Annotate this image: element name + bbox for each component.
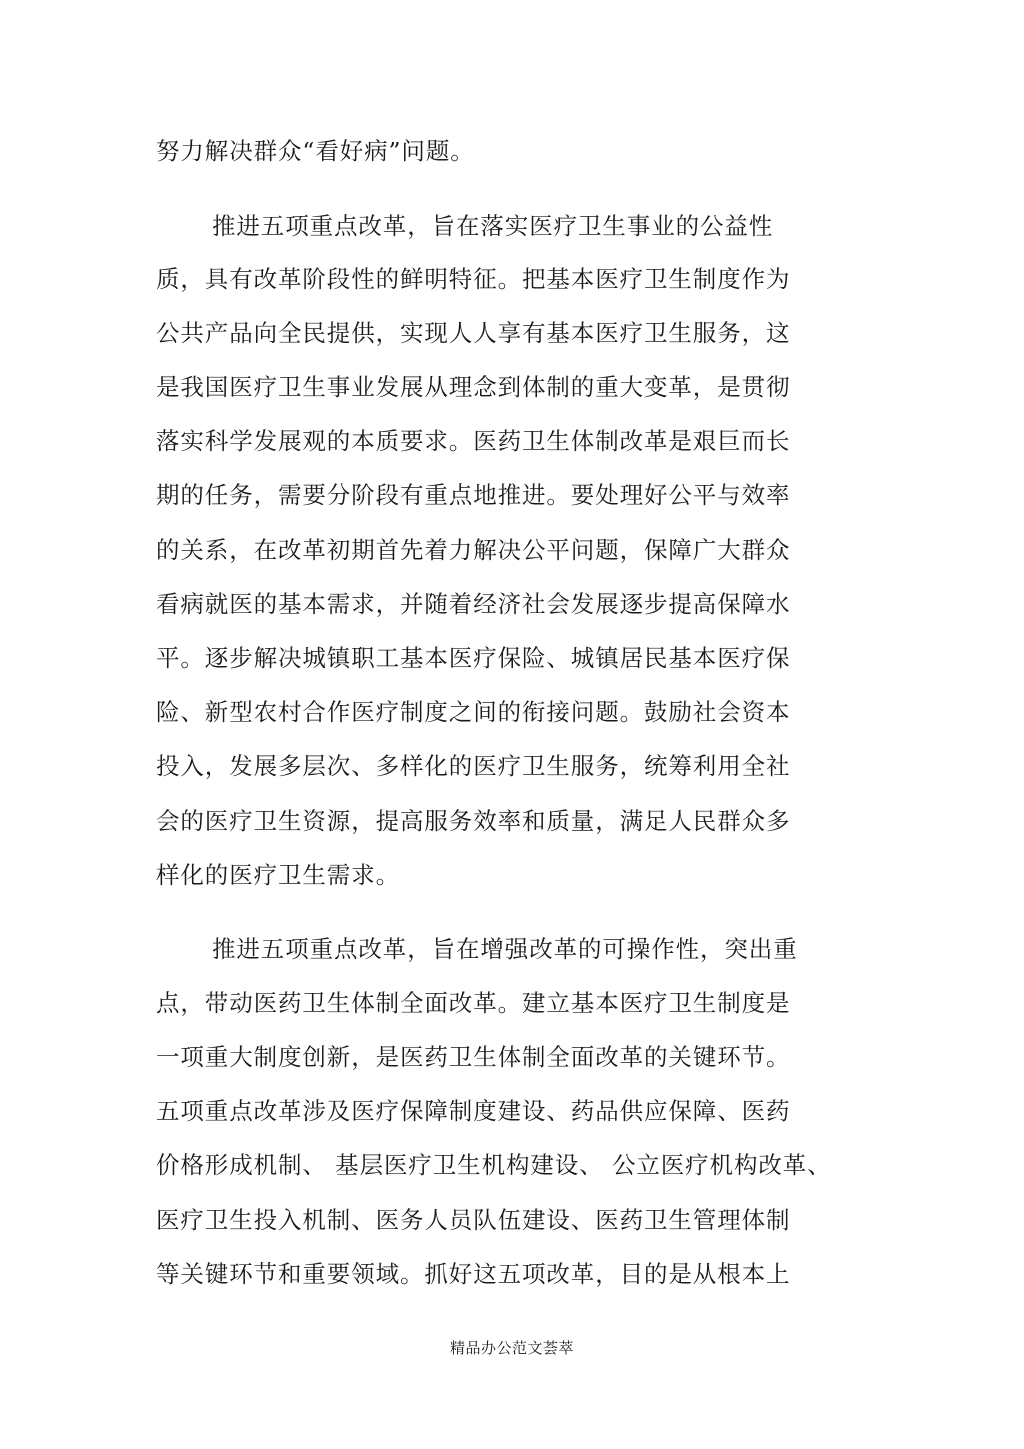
paragraph-2-line-3: 公共产品向全民提供，实现人人享有基本医疗卫生服务，这 xyxy=(156,319,791,347)
paragraph-3-line-5: 价格形成机制、 基层医疗卫生机构建设、 公立医疗机构改革、 xyxy=(156,1151,832,1179)
paragraph-2-line-1: 推进五项重点改革，旨在落实医疗卫生事业的公益性 xyxy=(212,212,774,240)
paragraph-3-line-3: 一项重大制度创新，是医药卫生体制全面改革的关键环节。 xyxy=(156,1043,791,1071)
paragraph-2-line-13: 样化的医疗卫生需求。 xyxy=(156,861,400,889)
paragraph-2-line-9: 平。逐步解决城镇职工基本医疗保险、城镇居民基本医疗保 xyxy=(156,644,791,672)
paragraph-2-line-4: 是我国医疗卫生事业发展从理念到体制的重大变革，是贯彻 xyxy=(156,373,791,401)
paragraph-3-line-4: 五项重点改革涉及医疗保障制度建设、药品供应保障、医药 xyxy=(156,1097,791,1125)
paragraph-3-line-6: 医疗卫生投入机制、医务人员队伍建设、医药卫生管理体制 xyxy=(156,1206,791,1234)
paragraph-2-line-10: 险、新型农村合作医疗制度之间的衔接问题。鼓励社会资本 xyxy=(156,698,791,726)
paragraph-2-line-6: 期的任务，需要分阶段有重点地推进。要处理好公平与效率 xyxy=(156,481,791,509)
paragraph-2-line-12: 会的医疗卫生资源，提高服务效率和质量，满足人民群众多 xyxy=(156,807,791,835)
page-footer: 精品办公范文荟萃 xyxy=(449,1339,574,1357)
paragraph-3-line-1: 推进五项重点改革，旨在增强改革的可操作性，突出重 xyxy=(212,935,798,963)
paragraph-3-line-7: 等关键环节和重要领域。抓好这五项改革，目的是从根本上 xyxy=(156,1260,791,1288)
paragraph-1-line-1: 努力解决群众“看好病”问题。 xyxy=(156,137,475,165)
paragraph-2-line-5: 落实科学发展观的本质要求。医药卫生体制改革是艰巨而长 xyxy=(156,427,791,455)
paragraph-3-line-2: 点，带动医药卫生体制全面改革。建立基本医疗卫生制度是 xyxy=(156,989,791,1017)
paragraph-2-line-7: 的关系，在改革初期首先着力解决公平问题，保障广大群众 xyxy=(156,536,791,564)
paragraph-2-line-2: 质，具有改革阶段性的鲜明特征。把基本医疗卫生制度作为 xyxy=(156,265,791,293)
paragraph-2-line-8: 看病就医的基本需求，并随着经济社会发展逐步提高保障水 xyxy=(156,590,791,618)
paragraph-2-line-11: 投入，发展多层次、多样化的医疗卫生服务，统筹利用全社 xyxy=(156,752,791,780)
